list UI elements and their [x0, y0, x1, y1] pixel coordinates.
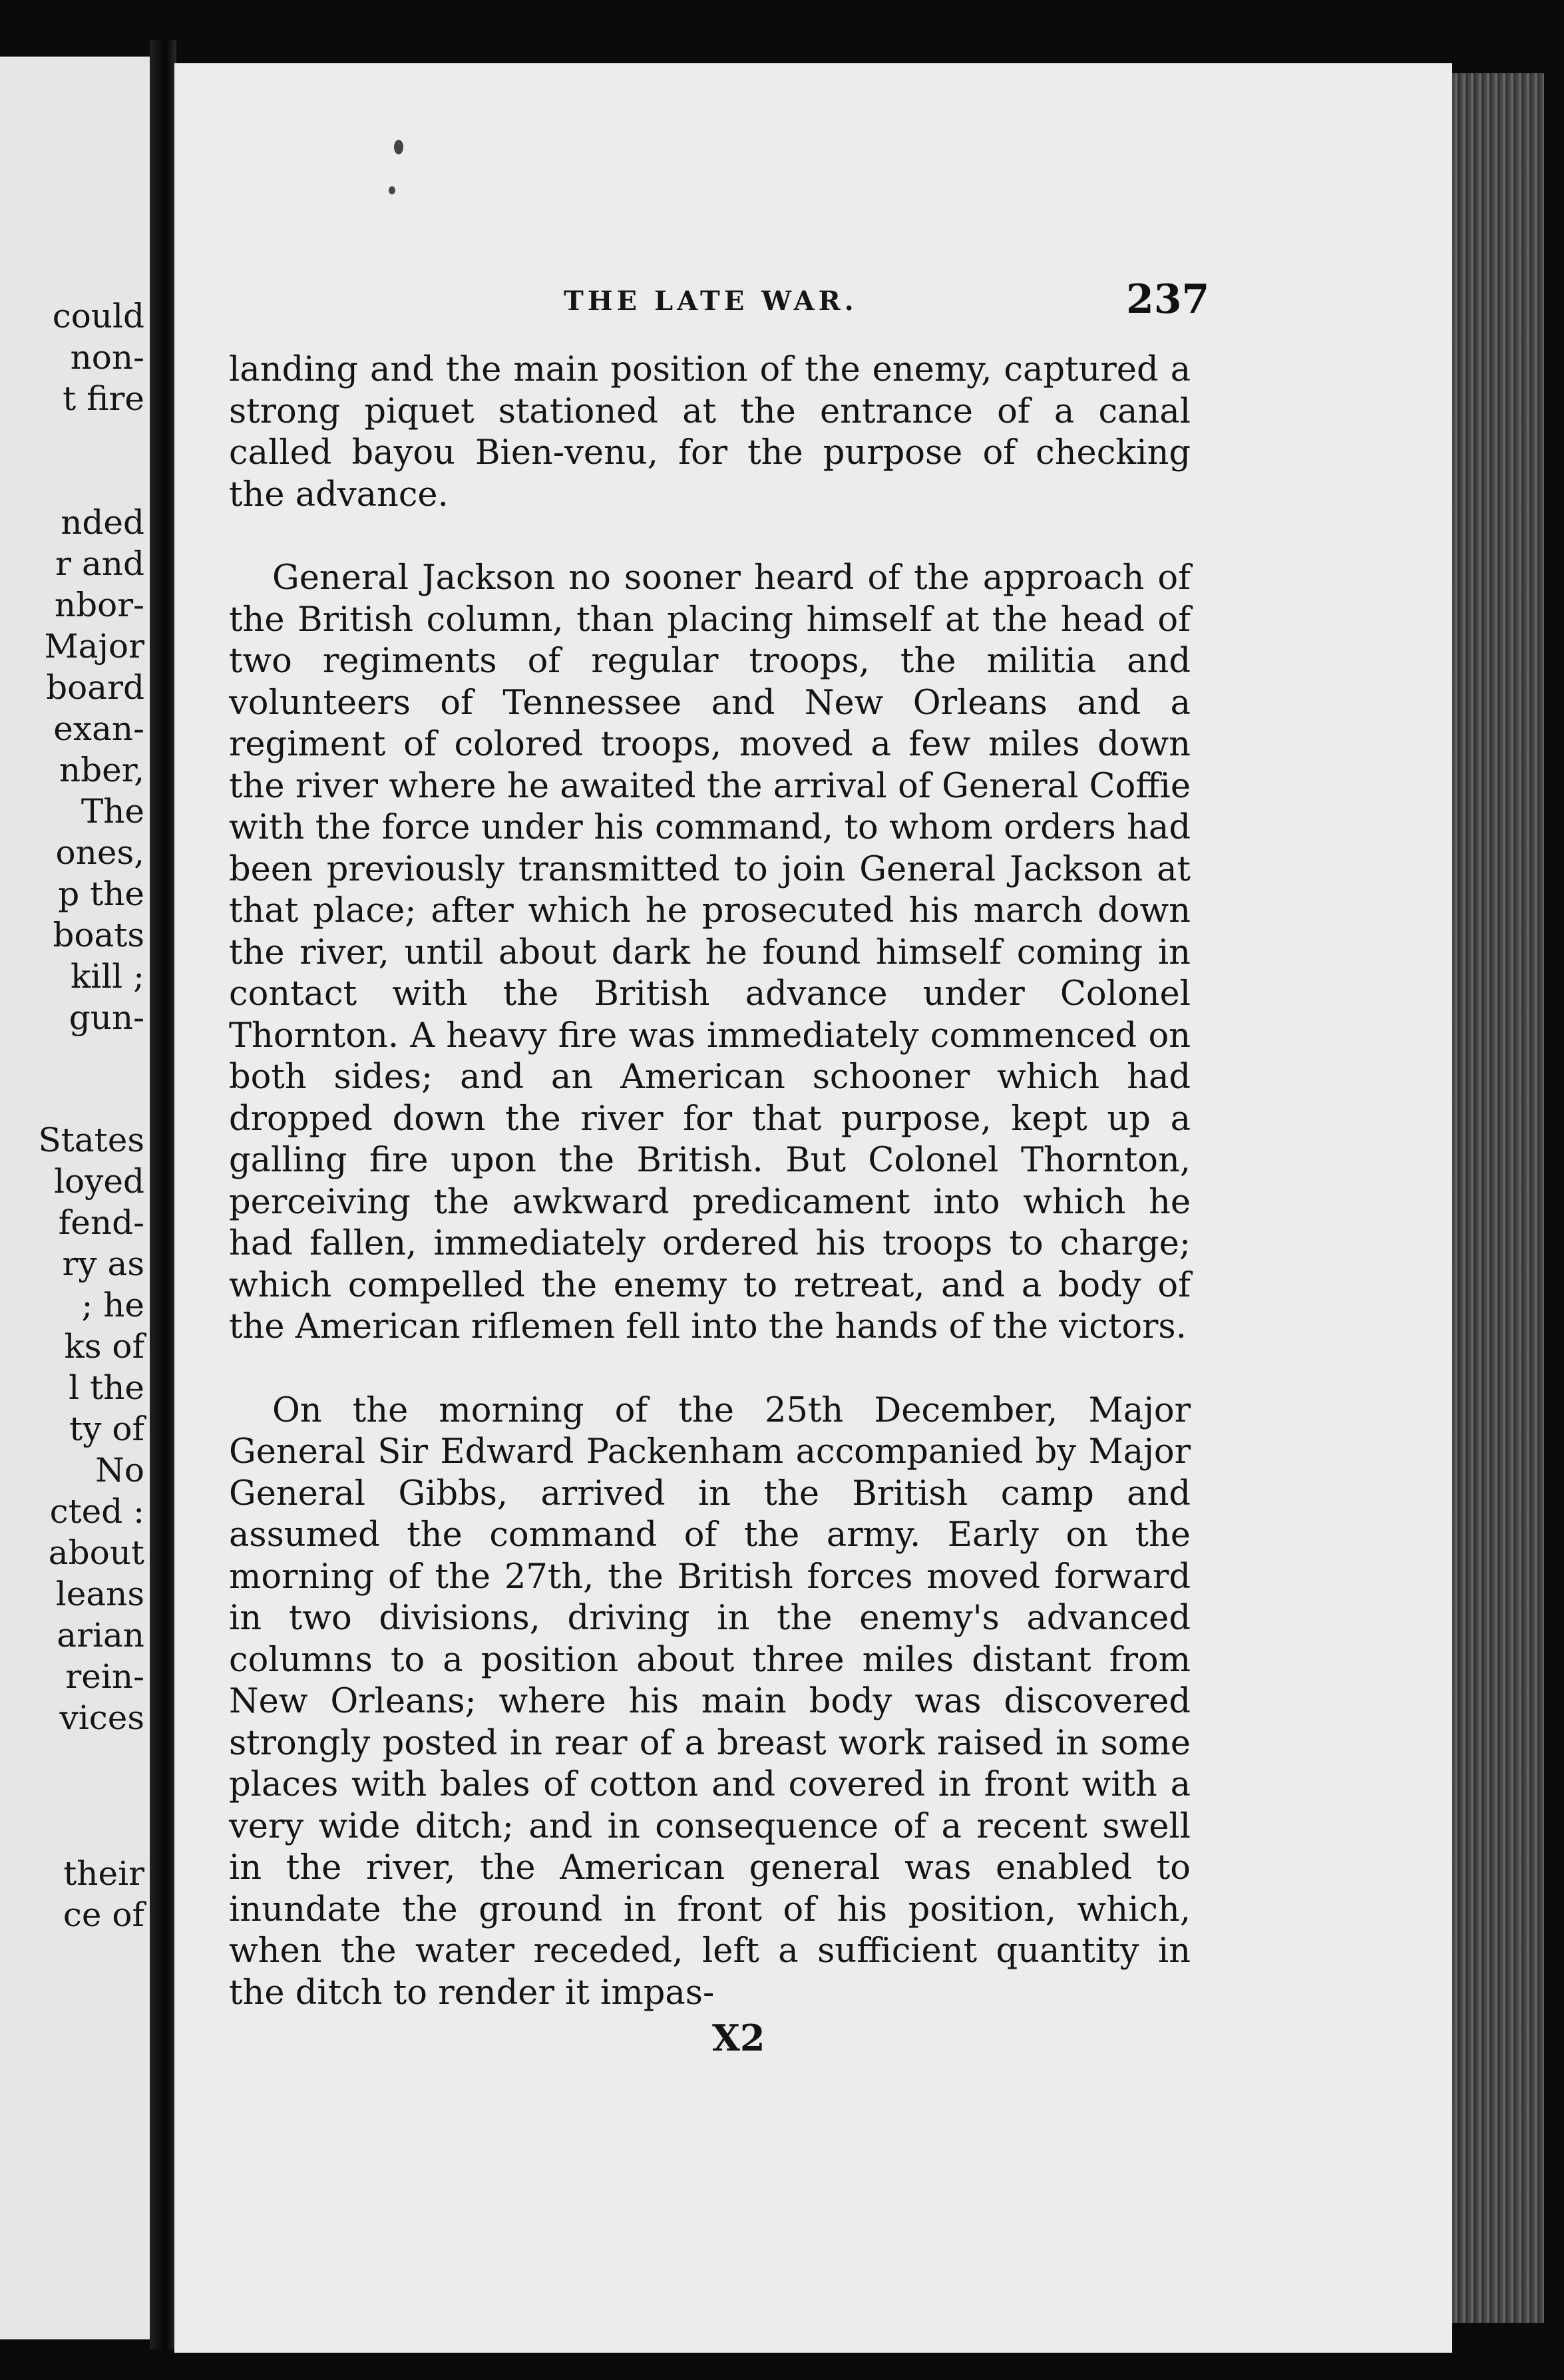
paragraph-1: landing and the main position of the enemy, captured a strong piquet stationed at the entrance of a canal called bayou Bien-venu, for the purpose of checking the advance. [229, 350, 1191, 514]
ink-speck [389, 186, 395, 194]
main-page [174, 63, 1452, 2353]
page-header [174, 276, 1452, 329]
left-page-fragment: p the [58, 875, 144, 913]
left-page-fragment: arian [57, 1616, 144, 1655]
left-page-fragment: could [52, 297, 144, 335]
left-page-fragment: non- [70, 338, 144, 377]
paragraph-3: On the morning of the 25th December, Major General Sir Edward Packenham accompanied by Major General Gibbs, arrived in the British camp and assumed the command of the army. Early on the morning of the 27th, the British forces moved forward in two divisions, driving in the enemy's advanced columns to a position about three miles distant from New Orleans; where his main body was discovered strongly posted in rear of a breast work raised in some places with bales of cotton and covered in front with a very wide ditch; and in consequence of a recent swell in the river, the American general was enabled to inundate the ground in front of his position, which, when the water receded, left a sufficient quantity in the ditch to render it impas- [229, 1390, 1191, 2013]
left-page-fragment: ; he [81, 1286, 144, 1324]
body-text [229, 349, 1191, 2056]
left-page-fragment: States [38, 1121, 144, 1159]
left-page-fragment: The [81, 792, 144, 831]
left-page-fragment: kill ; [70, 957, 144, 996]
left-page-text-fragments [0, 57, 150, 2339]
left-page-fragment: nber, [59, 751, 144, 789]
left-page-fragment: their [63, 1854, 144, 1893]
left-page-fragment: nbor- [54, 586, 144, 624]
left-page-fragment: about [48, 1533, 144, 1572]
left-page-fragment: ry as [62, 1245, 144, 1283]
book-gutter [150, 40, 176, 2349]
signature-mark: X2 [712, 2017, 765, 2059]
left-page-fragment: board [46, 668, 144, 707]
paragraph-2: General Jackson no sooner heard of the approach of the British column, than placing himself at the head of two regiments of regular troops, the militia and volunteers of Tennessee and New Orleans and a regiment of colored troops, moved a few miles down the river where he awaited the arrival of General Coffie with the force under his command, to whom orders had been previously transmitted to join General Jackson at that place; after which he prosecuted his march down the river, until about dark he found himself coming in contact with the British advance under Colonel Thornton. A heavy fire was immediately commenced on both sides; and an American schooner which had dropped down the river for that purpose, kept up a galling fire upon the British. But Colonel Thornton, perceiving the awkward predicament into which he had fallen, immediately ordered his troops to charge; which compelled the enemy to retreat, and a body of the American riflemen fell into the hands of the victors. [229, 558, 1191, 1346]
left-facing-page [0, 57, 150, 2339]
left-page-fragment: rein- [65, 1657, 144, 1696]
left-page-fragment: nded [61, 503, 144, 542]
ink-speck [394, 140, 403, 154]
running-title: THE LATE WAR. [564, 286, 858, 317]
left-page-fragment: r and [55, 544, 144, 583]
left-page-fragment: boats [53, 916, 144, 954]
left-page-fragment: fend- [58, 1203, 144, 1242]
left-page-fragment: l the [69, 1368, 144, 1407]
left-page-fragment: ty of [69, 1410, 144, 1448]
left-page-fragment: leans [55, 1575, 144, 1613]
left-page-fragment: Major [44, 627, 144, 666]
left-page-fragment: ce of [63, 1895, 144, 1934]
left-page-fragment: cted : [49, 1492, 144, 1531]
left-page-fragment: t fire [63, 379, 144, 418]
left-page-fragment: exan- [53, 709, 144, 748]
left-page-fragment: gun- [69, 998, 144, 1037]
left-page-fragment: ones, [55, 833, 144, 872]
left-page-fragment: No [95, 1451, 144, 1489]
left-page-fragment: ks of [64, 1327, 144, 1366]
page-number: 237 [1126, 276, 1210, 323]
left-page-fragment: vices [59, 1698, 144, 1737]
page-edge [1438, 73, 1544, 2323]
left-page-fragment: loyed [54, 1162, 144, 1201]
